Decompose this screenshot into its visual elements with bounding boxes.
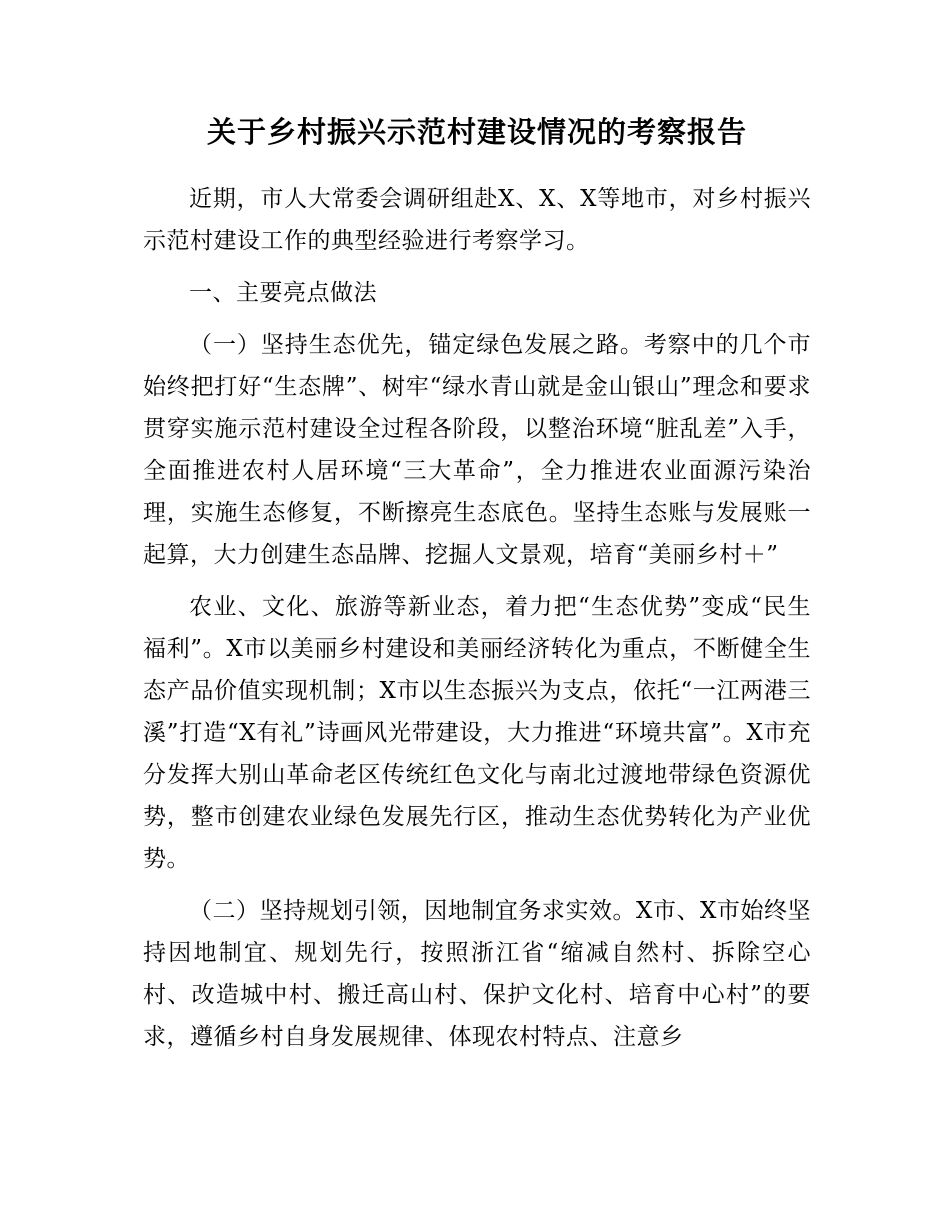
paragraph-planning: （二）坚持规划引领，因地制宜务求实效。X市、X市始终坚持因地制宜、规划先行，按照浙江省“缩减自然村、拆除空心村、改造城中村、搬迁高山村、保护文化村、培育中心村”的要求，遵循乡村自身发展规律、体现农村特点、注意乡 bbox=[143, 898, 811, 1050]
document-page bbox=[143, 100, 811, 1068]
paragraph-intro: 近期，市人大常委会调研组赴X、X、X等地市，对乡村振兴示范村建设工作的典型经验进行考察学习。 bbox=[143, 186, 811, 254]
paragraph-ecology: （一）坚持生态优先，锚定绿色发展之路。考察中的几个市始终把打好“生态牌”、树牢“绿水青山就是金山银山”理念和要求贯穿实施示范村建设全过程各阶段，以整治环境“脏乱差”入手，全面推进农村人居环境“三大革命”，全力推进农业面源污染治理，实施生态修复，不断擦亮生态底色。坚持生态账与发展账一起算，大力创建生态品牌、挖掘人文景观，培育“美丽乡村＋” bbox=[143, 332, 811, 568]
section-heading: 一、主要亮点做法 bbox=[189, 280, 377, 306]
paragraph-ecology-continued: 农业、文化、旅游等新业态，着力把“生态优势”变成“民生福利”。X市以美丽乡村建设和美丽经济转化为重点，不断健全生态产品价值实现机制；X市以生态振兴为支点，依托“一江两港三溪”打造“X有礼”诗画风光带建设，大力推进“环境共富”。X市充分发挥大别山革命老区传统红色文化与南北过渡地带绿色资源优势，整市创建农业绿色发展先行区，推动生态优势转化为产业优势。 bbox=[143, 594, 811, 872]
document-title: 关于乡村振兴示范村建设情况的考察报告 bbox=[206, 115, 747, 149]
